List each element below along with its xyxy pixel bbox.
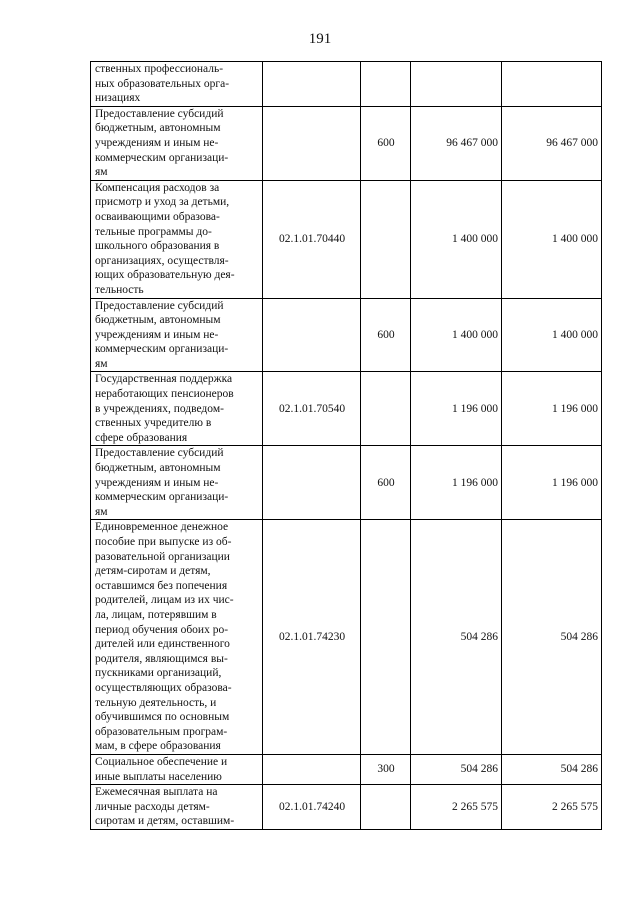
table-row: [91, 754, 602, 784]
budget-code-cell: [263, 62, 361, 107]
expense-type-cell: [361, 520, 411, 755]
expense-name-line: учреждениям и иным не-: [95, 136, 219, 149]
expense-name-line: учреждениям и иным не-: [95, 328, 219, 341]
expense-type-cell: [361, 372, 411, 446]
table-row: [91, 446, 602, 520]
expense-name-line: Единовременное денежное: [95, 521, 229, 534]
table-row: [91, 785, 602, 830]
amount-cell-1: [411, 62, 502, 107]
expense-name-line: низациях: [95, 92, 141, 105]
amount-cell-2: 504 286: [502, 520, 602, 755]
expense-name-line: Предоставление субсидий: [95, 447, 224, 460]
budget-code-cell: 02.1.01.70440: [263, 180, 361, 298]
expense-name-line: ям: [95, 166, 108, 179]
expense-name-line: организациях, осуществля-: [95, 254, 229, 267]
expense-name-cell: [91, 372, 263, 446]
expense-type-cell: 600: [361, 106, 411, 180]
amount-cell-2: 1 400 000: [502, 298, 602, 372]
amount-cell-1: 96 467 000: [411, 106, 502, 180]
table-row: [91, 372, 602, 446]
expense-name-line: детям-сиротам и детям,: [95, 565, 211, 578]
table-row: [91, 106, 602, 180]
expense-name-cell: [91, 785, 263, 830]
expense-name-line: родителя, являющимся вы-: [95, 652, 228, 665]
expense-name-line: бюджетным, автономным: [95, 462, 221, 475]
amount-cell-1: 1 400 000: [411, 298, 502, 372]
expense-name-cell: [91, 180, 263, 298]
budget-code-cell: 02.1.01.70540: [263, 372, 361, 446]
expense-name-cell: [91, 106, 263, 180]
expense-name-line: пускниками организаций,: [95, 667, 222, 680]
expense-name-line: коммерческим организаци-: [95, 151, 229, 164]
expense-name-line: тельные программы до-: [95, 225, 212, 238]
expense-name-line: родителей, лицам из их чис-: [95, 594, 234, 607]
expense-name-line: ющих образовательную дея-: [95, 269, 235, 282]
table-row: [91, 520, 602, 755]
amount-cell-2: 2 265 575: [502, 785, 602, 830]
expense-name-line: Предоставление субсидий: [95, 299, 224, 312]
table-row: [91, 62, 602, 107]
expense-name-line: Государственная поддержка: [95, 373, 233, 386]
amount-cell-2: 96 467 000: [502, 106, 602, 180]
page-number: 191: [308, 31, 332, 47]
expense-name-cell: [91, 298, 263, 372]
expense-name-line: бюджетным, автономным: [95, 122, 221, 135]
expense-name-cell: [91, 446, 263, 520]
expense-name-line: присмотр и уход за детьми,: [95, 196, 230, 209]
expense-name-line: ям: [95, 357, 108, 370]
expense-name-line: ственных учредителю в: [95, 417, 212, 430]
amount-cell-2: 1 196 000: [502, 446, 602, 520]
expense-name-cell: [91, 520, 263, 755]
expense-name-line: в учреждениях, подведом-: [95, 402, 224, 415]
expense-name-line: разовательной организации: [95, 550, 230, 563]
expense-name-line: иные выплаты населению: [95, 770, 222, 783]
budget-code-cell: [263, 106, 361, 180]
expense-name-cell: [91, 754, 263, 784]
expense-name-line: образовательным програм-: [95, 725, 228, 738]
expense-name-line: ла, лицам, потерявшим в: [95, 608, 217, 621]
expense-name-line: тельность: [95, 283, 144, 296]
expense-name-line: ям: [95, 505, 108, 518]
budget-table-body: [91, 62, 602, 830]
expense-name-line: дителей или единственного: [95, 638, 230, 651]
budget-table: [90, 61, 602, 830]
budget-code-cell: 02.1.01.74240: [263, 785, 361, 830]
amount-cell-2: [502, 62, 602, 107]
expense-type-cell: 600: [361, 298, 411, 372]
expense-name-line: Предоставление субсидий: [95, 107, 224, 120]
expense-name-line: учреждениям и иным не-: [95, 476, 219, 489]
expense-type-cell: [361, 62, 411, 107]
expense-name-line: тельную деятельность, и: [95, 696, 217, 709]
budget-code-cell: [263, 298, 361, 372]
budget-code-cell: 02.1.01.74230: [263, 520, 361, 755]
amount-cell-2: 504 286: [502, 754, 602, 784]
expense-name-line: бюджетным, автономным: [95, 314, 221, 327]
expense-name-line: осваивающими образова-: [95, 210, 220, 223]
expense-name-line: Компенсация расходов за: [95, 181, 220, 194]
expense-name-line: пособие при выпуске из об-: [95, 536, 232, 548]
expense-name-line: Ежемесячная выплата на: [95, 786, 218, 799]
amount-cell-2: 1 196 000: [502, 372, 602, 446]
amount-cell-1: 504 286: [411, 520, 502, 755]
amount-cell-1: 1 400 000: [411, 180, 502, 298]
expense-name-line: обучившимся по основным: [95, 711, 230, 724]
expense-name-line: сиротам и детям, оставшим-: [95, 815, 235, 828]
expense-name-line: школьного образования в: [95, 240, 220, 253]
expense-type-cell: [361, 180, 411, 298]
expense-name-line: оставшимся без попечения: [95, 579, 228, 592]
expense-name-line: коммерческим организаци-: [95, 491, 229, 504]
amount-cell-1: 1 196 000: [411, 372, 502, 446]
amount-cell-1: 504 286: [411, 754, 502, 784]
expense-name-line: ных образовательных орга-: [95, 77, 230, 90]
expense-name-line: мам, в сфере образования: [95, 740, 221, 753]
expense-name-cell: [91, 62, 263, 107]
expense-name-line: ственных профессиональ-: [95, 63, 224, 75]
expense-name-line: сфере образования: [95, 431, 188, 444]
expense-name-line: коммерческим организаци-: [95, 343, 229, 356]
expense-name-line: осуществляющих образова-: [95, 681, 232, 694]
budget-code-cell: [263, 754, 361, 784]
amount-cell-1: 2 265 575: [411, 785, 502, 830]
table-row: [91, 180, 602, 298]
expense-name-line: личные расходы детям-: [95, 800, 210, 813]
amount-cell-2: 1 400 000: [502, 180, 602, 298]
expense-name-line: период обучения обоих ро-: [95, 623, 229, 636]
table-row: [91, 298, 602, 372]
expense-name-line: неработающих пенсионеров: [95, 388, 234, 401]
expense-type-cell: 600: [361, 446, 411, 520]
expense-type-cell: [361, 785, 411, 830]
expense-name-line: Социальное обеспечение и: [95, 755, 228, 768]
expense-type-cell: 300: [361, 754, 411, 784]
budget-code-cell: [263, 446, 361, 520]
amount-cell-1: 1 196 000: [411, 446, 502, 520]
